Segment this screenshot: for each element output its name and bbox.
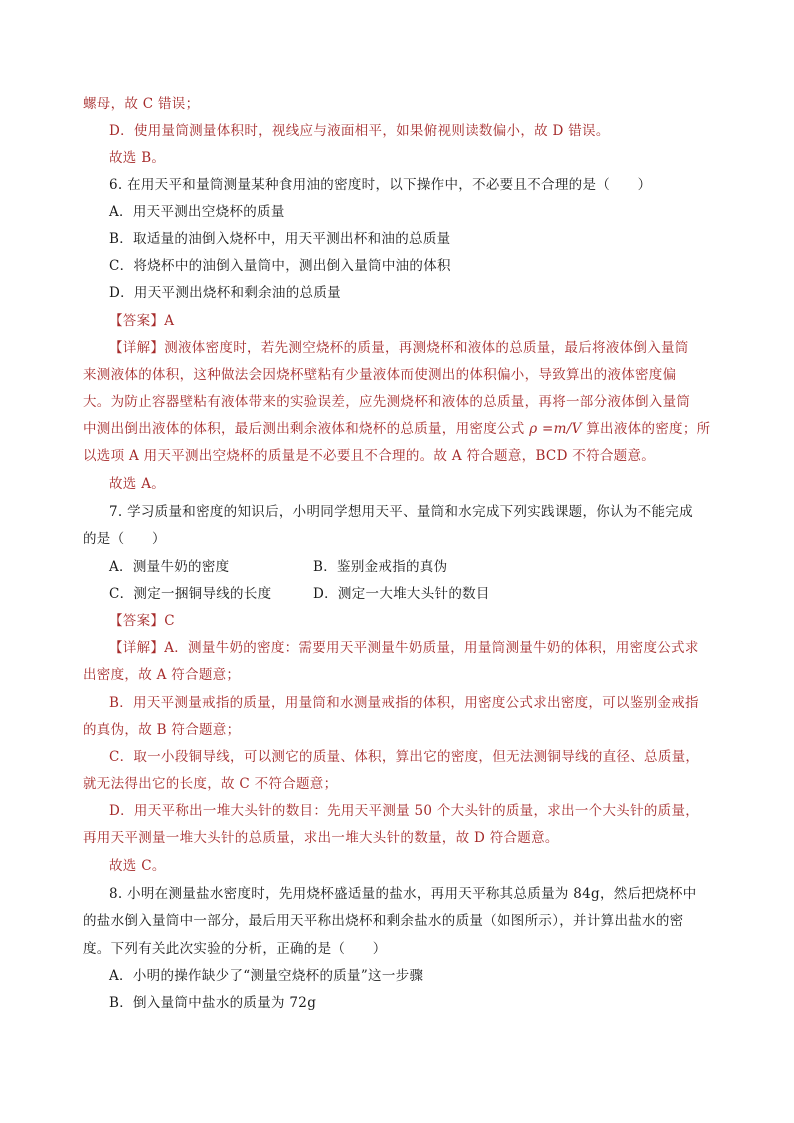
explanation-line: 出密度，故 A 符合题意； — [83, 667, 241, 683]
explanation-text: 算出液体的密度；所 — [581, 421, 711, 437]
question-7-option-c: C．测定一捆铜导线的长度 — [109, 586, 272, 602]
answer-tag: 【答案】 — [109, 613, 165, 629]
density-formula: ρ =m/V — [529, 421, 582, 437]
explanation-line: 的真伪，故 B 符合题意； — [83, 722, 241, 738]
answer-choice-line: 故选 B。 — [109, 150, 166, 166]
question-6-option-d: D．用天平测出烧杯和剩余油的总质量 — [109, 285, 341, 301]
explanation-line: C．取一小段铜导线，可以测它的质量、体积，算出它的密度，但无法测铜导线的直径、总质量， — [109, 749, 700, 765]
question-8-stem-cont: 的盐水倒入量筒中一部分，最后用天平称出烧杯和剩余盐水的质量（如图所示），并计算出盐水的密 — [83, 913, 684, 929]
question-7-option-d: D．测定一大堆大头针的数目 — [313, 586, 490, 602]
question-6-answer — [109, 312, 174, 330]
explanation-line: 再用天平测量一堆大头针的总质量，求出一堆大头针的数量，故 D 符合题意。 — [83, 830, 559, 846]
explanation-line: 螺母，故 C 错误； — [83, 96, 200, 112]
answer-value: C — [164, 613, 175, 629]
answer-tag: 【答案】 — [109, 313, 165, 329]
question-7-stem: 7. 学习质量和密度的知识后，小明同学想用天平、量筒和水完成下列实践课题，你认为不能完成 — [109, 504, 693, 520]
detail-text: 测液体密度时，若先测空烧杯的质量，再测烧杯和液体的总质量，最后将液体倒入量筒 — [164, 340, 689, 356]
question-6-option-b: B．取适量的油倒入烧杯中，用天平测出杯和油的总质量 — [109, 231, 451, 247]
explanation-line — [83, 420, 710, 438]
question-7-detail — [109, 639, 699, 657]
explanation-line: 来测液体的体积，这种做法会因烧杯壁粘有少量液体而使测出的体积偏小，导致算出的液体密度偏 — [83, 367, 677, 383]
question-7-option-a: A．测量牛奶的密度 — [109, 559, 230, 575]
detail-text: A．测量牛奶的密度：需要用天平测量牛奶质量，用量筒测量牛奶的体积，用密度公式求 — [164, 640, 699, 656]
explanation-line: 以选项 A 用天平测出空烧杯的质量是不必要且不合理的。故 A 符合题意，BCD 不符合题意。 — [83, 448, 656, 464]
explanation-text: 中测出倒出液体的体积，最后测出剩余液体和烧杯的总质量，用密度公式 — [83, 421, 530, 437]
question-6-option-c: C．将烧杯中的油倒入量筒中，测出倒入量筒中油的体积 — [109, 258, 451, 274]
answer-choice-line: 故选 C。 — [109, 858, 166, 874]
question-8-stem: 8. 小明在测量盐水密度时，先用烧杯盛适量的盐水，再用天平称其总质量为 84g，然后把烧杯中 — [109, 886, 697, 902]
explanation-line: D．用天平称出一堆大头针的数目：先用天平测量 50 个大头针的质量，求出一个大头针的质量， — [109, 803, 700, 819]
question-7-option-b: B．鉴别金戒指的真伪 — [313, 559, 448, 575]
question-6-option-a: A．用天平测出空烧杯的质量 — [109, 204, 285, 220]
question-8-option-b: B．倒入量筒中盐水的质量为 72g — [109, 995, 317, 1011]
question-8-option-a: A．小明的操作缺少了“测量空烧杯的质量”这一步骤 — [109, 968, 424, 984]
question-6-detail — [109, 339, 689, 357]
answer-value: A — [164, 313, 175, 329]
explanation-line: B．用天平测量戒指的质量，用量筒和水测量戒指的体积，用密度公式求出密度，可以鉴别金戒指 — [109, 695, 699, 711]
detail-tag: 【详解】 — [109, 640, 165, 656]
explanation-line: 就无法得出它的长度，故 C 不符合题意； — [83, 776, 338, 792]
explanation-line: D．使用量筒测量体积时，视线应与液面相平，如果俯视则读数偏小，故 D 错误。 — [109, 123, 610, 139]
detail-tag: 【详解】 — [109, 340, 165, 356]
answer-choice-line: 故选 A。 — [109, 476, 166, 492]
question-7-answer — [109, 612, 175, 630]
explanation-line: 大。为防止容器壁粘有液体带来的实验误差，应先测烧杯和液体的总质量，再将一部分液体倒入量筒 — [83, 394, 691, 410]
question-7-stem-cont: 的是（ ） — [83, 531, 166, 547]
question-8-stem-cont: 度。下列有关此次实验的分析，正确的是（ ） — [83, 941, 387, 957]
question-6-stem: 6. 在用天平和量筒测量某种食用油的密度时，以下操作中，不必要且不合理的是（ ） — [109, 177, 652, 193]
